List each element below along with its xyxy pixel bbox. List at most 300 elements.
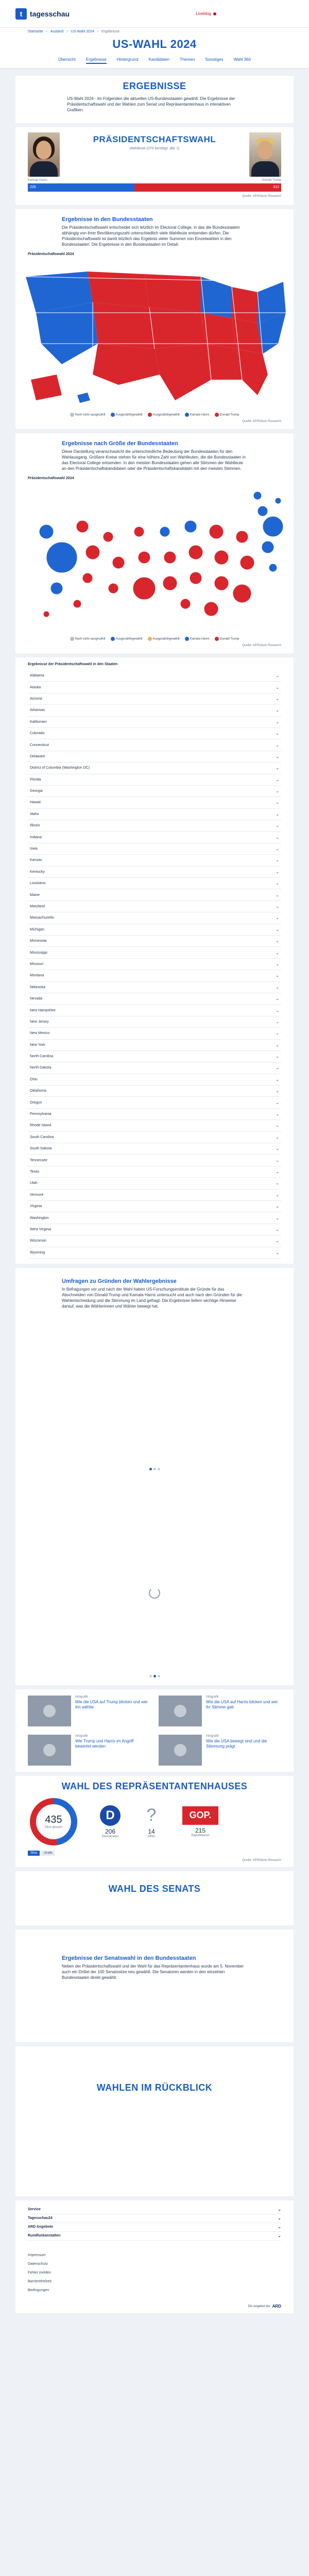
state-row[interactable] bbox=[28, 924, 281, 936]
state-name: Maryland bbox=[30, 905, 45, 908]
state-bubble[interactable] bbox=[262, 541, 274, 553]
page-title: US-WAHL 2024 bbox=[112, 38, 197, 50]
footer-link-label: ARD Angebote bbox=[28, 2225, 54, 2229]
open-label: Offen bbox=[147, 1835, 156, 1838]
state-row[interactable] bbox=[28, 820, 281, 832]
state-row[interactable] bbox=[28, 1062, 281, 1074]
map-states bbox=[26, 272, 286, 403]
chevron-down-icon: ⌄ bbox=[276, 1146, 279, 1151]
dem-seats: 206 bbox=[105, 1827, 116, 1835]
chevron-down-icon: ⌄ bbox=[276, 904, 279, 909]
state-row[interactable] bbox=[28, 751, 281, 762]
state-bubble[interactable] bbox=[163, 576, 177, 590]
state-bubble[interactable] bbox=[82, 573, 93, 583]
state-row[interactable] bbox=[28, 1120, 281, 1131]
legend-label: Ausgezählt/gewählt bbox=[152, 637, 180, 641]
chevron-down-icon: ⌄ bbox=[276, 858, 279, 863]
trump-portrait bbox=[249, 132, 281, 177]
state-name: New Mexico bbox=[30, 1031, 50, 1036]
state-name: New Hampshire bbox=[30, 1008, 56, 1012]
state-name: Arkansas bbox=[30, 708, 45, 713]
chevron-down-icon: ⌄ bbox=[276, 1123, 279, 1128]
state-bubble[interactable] bbox=[184, 520, 197, 533]
president-title: PRÄSIDENTSCHAFTSWAHL bbox=[93, 134, 216, 144]
survey-carousel bbox=[15, 1268, 294, 1510]
state-bubble[interactable] bbox=[190, 572, 202, 584]
state-row[interactable] bbox=[28, 1224, 281, 1235]
house-section bbox=[15, 1776, 294, 1867]
chevron-down-icon: ⌄ bbox=[276, 1204, 279, 1209]
state-row[interactable] bbox=[28, 1074, 281, 1086]
teaser-kicker: Infografik bbox=[206, 1695, 219, 1699]
teaser-title: Wie die USA auf Harris blicken und wer ihr Stimme gab bbox=[206, 1699, 278, 1709]
teaser-kicker: Infografik bbox=[75, 1734, 88, 1738]
state-name: Texas bbox=[30, 1170, 40, 1174]
breadcrumb-item[interactable]: Ausland bbox=[50, 30, 64, 33]
tab-0[interactable]: Übersicht bbox=[58, 57, 76, 62]
legend-label: Ausgezählt/gewählt bbox=[115, 637, 143, 641]
house-tab-chart[interactable]: Grafik bbox=[41, 1851, 55, 1856]
state-results-list bbox=[15, 657, 294, 1264]
state-bubble[interactable] bbox=[76, 520, 89, 533]
state-bubble[interactable] bbox=[73, 600, 81, 608]
carousel-dots[interactable] bbox=[62, 1468, 247, 1470]
state-name: Alabama bbox=[30, 674, 44, 678]
state-row[interactable] bbox=[28, 1166, 281, 1178]
state-row[interactable] bbox=[28, 843, 281, 855]
state-row[interactable] bbox=[28, 797, 281, 808]
map-source: Quelle: AP/Edison Research bbox=[242, 420, 281, 423]
legend-label: Ausgezählt/gewählt bbox=[115, 413, 143, 417]
state-bubble[interactable] bbox=[112, 556, 125, 569]
teaser-image bbox=[28, 1735, 71, 1766]
legend-label: Donald Trump bbox=[219, 637, 239, 641]
state-row[interactable] bbox=[28, 993, 281, 1005]
legend-item bbox=[148, 637, 180, 641]
us-bubble-map[interactable] bbox=[15, 480, 294, 635]
map-state-plains bbox=[149, 308, 206, 349]
state-row[interactable] bbox=[28, 1212, 281, 1224]
chevron-down-icon: ⌄ bbox=[276, 1239, 279, 1244]
state-name: Wisconsin bbox=[30, 1239, 46, 1243]
state-name: Illinois bbox=[30, 824, 40, 828]
president-source: Quelle: AP/Edison Research bbox=[242, 195, 281, 198]
bubble-legend bbox=[15, 637, 294, 641]
tab-4[interactable]: Themen bbox=[180, 57, 195, 62]
copyright-text: Ein Angebot der bbox=[248, 2304, 270, 2308]
state-row[interactable] bbox=[28, 809, 281, 820]
trump-electoral-bar bbox=[134, 183, 281, 192]
chevron-down-icon: ⌄ bbox=[276, 1065, 279, 1071]
dem-label: Demokraten bbox=[101, 1835, 119, 1838]
trump-name: Donald Trump bbox=[262, 179, 281, 182]
teaser-title: Wie die USA bewegt sind und die Stimmung prägt bbox=[206, 1738, 267, 1749]
state-row[interactable] bbox=[28, 1016, 281, 1028]
state-bubble[interactable] bbox=[253, 492, 262, 500]
chevron-down-icon: ⌄ bbox=[276, 719, 279, 724]
president-subtitle: Wahlleute (270 benötigt: alle 1) bbox=[129, 147, 180, 150]
legend-swatch bbox=[148, 413, 152, 417]
map-section-text: Die Präsidentschaftswahl entscheidet sich letztlich im Electoral College, in das die Bundesstaaten abhängig von ihrer Bevölkerungszahl unterschiedlich viele Wahlleute entsenden dürfen. Die Präsidentschaftswahl ist damit letztlich das Ergebnis vieler Summen von Einzelwahlen in den Bundesstaaten. Die Ergebnisse in den Bundesstaaten im Detail: bbox=[62, 225, 240, 247]
review-title: WAHLEN IM RÜCKBLICK bbox=[96, 2082, 213, 2093]
chevron-down-icon: ⌄ bbox=[276, 1031, 279, 1036]
state-bubble[interactable] bbox=[50, 582, 63, 595]
state-bubble[interactable] bbox=[214, 550, 229, 565]
chevron-down-icon: ⌄ bbox=[276, 1227, 279, 1232]
chevron-down-icon: ⌄ bbox=[276, 1100, 279, 1105]
teaser-card[interactable] bbox=[28, 1696, 150, 1726]
state-row[interactable] bbox=[28, 878, 281, 889]
tab-6[interactable]: Wahl 360 bbox=[233, 57, 251, 62]
map-state-california bbox=[36, 302, 98, 364]
state-row[interactable] bbox=[28, 1247, 281, 1259]
democrats-logo-icon: D bbox=[100, 1805, 121, 1826]
chevron-down-icon: ⌄ bbox=[276, 1192, 279, 1197]
state-bubble[interactable] bbox=[43, 611, 49, 617]
state-row[interactable] bbox=[28, 855, 281, 866]
state-name: Michigan bbox=[30, 927, 45, 931]
chevron-down-icon: ⌄ bbox=[276, 811, 279, 817]
map-section bbox=[15, 209, 294, 429]
legend-swatch bbox=[111, 413, 115, 417]
tab-3[interactable]: Kandidaten bbox=[148, 57, 170, 62]
legend-label: Noch nicht ausgezählt bbox=[75, 413, 106, 417]
rep-label: Republikaner bbox=[191, 1834, 210, 1837]
state-name: Alaska bbox=[30, 685, 41, 689]
state-name: Indiana bbox=[30, 835, 42, 839]
teaser-image bbox=[159, 1696, 202, 1726]
chevron-down-icon: ⌄ bbox=[276, 1169, 279, 1174]
liveblog-label: Liveblog bbox=[196, 11, 211, 16]
state-row[interactable] bbox=[28, 1051, 281, 1062]
state-name: Massachusetts bbox=[30, 916, 54, 920]
state-name: New Jersey bbox=[30, 1020, 49, 1024]
chevron-down-icon: ⌄ bbox=[276, 996, 279, 1002]
state-row[interactable] bbox=[28, 670, 281, 682]
open-count: 14 bbox=[148, 1827, 155, 1835]
state-bubble[interactable] bbox=[269, 564, 277, 572]
state-row[interactable] bbox=[28, 832, 281, 843]
state-row[interactable] bbox=[28, 901, 281, 912]
bubble-section bbox=[15, 433, 294, 653]
state-bubble[interactable] bbox=[108, 583, 118, 594]
breadcrumb-item[interactable]: Startseite bbox=[28, 30, 43, 33]
results-text: US-Wahl 2024 - Im Folgenden die aktuellen US-Bundesstaaten gewählt. Die Ergebnisse der Präsidentschaftswahl und der Wahlen zum Senat und Repräsentantenhaus in interaktiven Grafiken. bbox=[67, 96, 235, 112]
state-name: Kentucky bbox=[30, 870, 45, 874]
state-row[interactable] bbox=[28, 912, 281, 924]
state-name: South Carolina bbox=[30, 1135, 54, 1139]
electoral-vote-bar bbox=[28, 183, 281, 192]
house-total-label: Sitze gesamt bbox=[44, 1826, 63, 1829]
legend-swatch bbox=[185, 637, 189, 641]
state-bubble[interactable] bbox=[236, 531, 248, 543]
state-row[interactable] bbox=[28, 1235, 281, 1247]
senate-text: Neben der Präsidentschaftswahl und der Wahl für das Repräsentantenhaus wurde am 5. November auch ein Drittel der 100 Senatssitze neu gewählt. Die Senatoren werden in den einzelnen Bundesstaaten direkt gewählt. bbox=[62, 1963, 244, 1980]
state-row[interactable] bbox=[28, 1097, 281, 1108]
chevron-down-icon: ⌄ bbox=[278, 2233, 281, 2239]
legend-label: Ausgezählt/gewählt bbox=[152, 413, 180, 417]
breadcrumb: Startseite › Ausland › US-Wahl 2024 › Ergebnisse bbox=[0, 28, 309, 33]
chevron-down-icon: ⌄ bbox=[276, 835, 279, 840]
footer-link-label: Rundfunkanstalten bbox=[28, 2234, 61, 2238]
footer-links bbox=[15, 2200, 294, 2300]
state-row[interactable] bbox=[28, 717, 281, 728]
title-area bbox=[0, 33, 309, 54]
state-row[interactable] bbox=[28, 947, 281, 958]
tab-5[interactable]: Sonstiges bbox=[205, 57, 224, 62]
state-row[interactable] bbox=[28, 1178, 281, 1189]
footer-plain-link[interactable]: Bedingungen bbox=[28, 2288, 49, 2292]
carousel-title: Umfragen zu Gründen der Wahlergebnisse bbox=[62, 1278, 177, 1284]
state-name: District of Columbia (Washington DC) bbox=[30, 766, 90, 770]
state-name: New York bbox=[30, 1043, 45, 1047]
state-bubble[interactable] bbox=[103, 532, 113, 542]
state-row[interactable] bbox=[28, 1005, 281, 1016]
chevron-down-icon: ⌄ bbox=[276, 927, 279, 932]
state-bubble[interactable] bbox=[233, 584, 251, 603]
house-view-tabs bbox=[28, 1851, 281, 1856]
tab-2[interactable]: Hintergrund bbox=[116, 57, 139, 62]
tab-1[interactable]: Ergebnisse bbox=[86, 57, 107, 64]
teaser-kicker: Infografik bbox=[75, 1695, 88, 1699]
state-bubble[interactable] bbox=[258, 506, 268, 516]
footer-plain-link[interactable]: Datenschutz bbox=[28, 2262, 48, 2266]
legend-item bbox=[111, 637, 143, 641]
state-row[interactable] bbox=[28, 1040, 281, 1051]
question-icon: ? bbox=[146, 1805, 157, 1825]
chevron-down-icon: ⌄ bbox=[276, 985, 279, 990]
state-row[interactable] bbox=[28, 693, 281, 705]
carousel-dots-2[interactable] bbox=[62, 1675, 247, 1677]
house-total: 435 bbox=[45, 1814, 62, 1826]
us-results-map[interactable] bbox=[15, 256, 294, 411]
legend-swatch bbox=[215, 413, 219, 417]
chevron-down-icon: ⌄ bbox=[276, 1181, 279, 1186]
state-bubble[interactable] bbox=[180, 599, 191, 609]
teaser-kicker: Infografik bbox=[206, 1734, 219, 1738]
bubble-map-label: Präsidentschaftswahl 2024 bbox=[28, 477, 74, 480]
map-state-great-lakes bbox=[232, 287, 258, 323]
chevron-down-icon: ⌄ bbox=[276, 1008, 279, 1013]
rep-party bbox=[182, 1806, 218, 1837]
chevron-down-icon: ⌄ bbox=[276, 881, 279, 886]
state-bubble[interactable] bbox=[263, 516, 283, 537]
footer-link-row[interactable] bbox=[28, 2206, 281, 2214]
state-name: Louisiana bbox=[30, 882, 45, 886]
state-row[interactable] bbox=[28, 728, 281, 739]
chevron-down-icon: ⌄ bbox=[276, 1054, 279, 1059]
map-section-title: Ergebnisse in den Bundesstaaten bbox=[62, 216, 153, 223]
state-row[interactable] bbox=[28, 1028, 281, 1039]
state-name: Montana bbox=[30, 974, 44, 978]
state-row[interactable] bbox=[28, 774, 281, 786]
state-row[interactable] bbox=[28, 739, 281, 751]
senate-section bbox=[15, 1929, 294, 2042]
chevron-down-icon: ⌄ bbox=[276, 766, 279, 771]
state-bubble[interactable] bbox=[39, 524, 54, 539]
open-seats bbox=[141, 1805, 162, 1838]
state-bubble[interactable] bbox=[134, 527, 144, 537]
state-bubble[interactable] bbox=[240, 555, 254, 570]
chevron-down-icon: ⌄ bbox=[276, 973, 279, 978]
teaser-grid bbox=[15, 1689, 294, 1772]
state-row[interactable] bbox=[28, 762, 281, 774]
state-name: Kansas bbox=[30, 858, 42, 862]
state-bubble[interactable] bbox=[160, 527, 170, 537]
state-name: Oklahoma bbox=[30, 1089, 46, 1093]
state-row[interactable] bbox=[28, 1109, 281, 1120]
state-bubble[interactable] bbox=[275, 498, 281, 504]
footer-bottom bbox=[15, 2300, 294, 2313]
state-name: Florida bbox=[30, 777, 41, 782]
map-state-southwest bbox=[93, 344, 160, 385]
state-row[interactable] bbox=[28, 982, 281, 993]
rep-seats: 215 bbox=[195, 1826, 206, 1834]
review-section bbox=[15, 2046, 294, 2196]
house-tab-seats[interactable]: Sitze bbox=[28, 1851, 40, 1856]
legend-item bbox=[215, 413, 239, 417]
state-name: Georgia bbox=[30, 789, 43, 793]
footer-link-label: Service bbox=[28, 2208, 41, 2212]
loading-spinner-icon bbox=[149, 1587, 160, 1599]
chevron-down-icon: ⌄ bbox=[276, 916, 279, 921]
state-name: Idaho bbox=[30, 812, 39, 816]
chevron-down-icon: ⌄ bbox=[276, 673, 279, 679]
teaser-image bbox=[28, 1696, 71, 1726]
state-name: Iowa bbox=[30, 847, 38, 851]
legend-swatch bbox=[148, 637, 152, 641]
tagesschau-logo[interactable] bbox=[15, 8, 70, 20]
survey-loading bbox=[15, 1510, 294, 1685]
state-name: Oregon bbox=[30, 1100, 42, 1105]
state-name: Virginia bbox=[30, 1205, 42, 1209]
state-bubble[interactable] bbox=[138, 551, 150, 564]
teaser-card[interactable] bbox=[159, 1696, 281, 1726]
state-name: Arizona bbox=[30, 697, 42, 701]
ard-logo[interactable]: ARD bbox=[272, 2304, 281, 2309]
state-name: Hawaii bbox=[30, 801, 41, 805]
state-row[interactable] bbox=[28, 970, 281, 981]
results-title: ERGEBNISSE bbox=[123, 81, 186, 91]
harris-electoral-bar bbox=[28, 183, 134, 192]
map-state-alaska bbox=[31, 375, 62, 400]
legend-item bbox=[111, 413, 143, 417]
state-row[interactable] bbox=[28, 867, 281, 878]
state-name: Washington bbox=[30, 1216, 49, 1220]
legend-swatch bbox=[111, 637, 115, 641]
state-row[interactable] bbox=[28, 705, 281, 716]
footer-plain-link[interactable]: Barrierefreiheit bbox=[28, 2279, 52, 2283]
liveblog-link[interactable] bbox=[196, 11, 216, 16]
teaser-card[interactable] bbox=[159, 1735, 281, 1766]
map-state-south bbox=[206, 344, 242, 380]
legend-item bbox=[215, 637, 239, 641]
chevron-down-icon: ⌄ bbox=[278, 2207, 281, 2212]
state-name: Missouri bbox=[30, 962, 44, 966]
chevron-down-icon: ⌄ bbox=[276, 1077, 279, 1082]
state-row[interactable] bbox=[28, 959, 281, 970]
footer-link-row[interactable] bbox=[28, 2214, 281, 2223]
harris-portrait bbox=[28, 132, 60, 177]
state-row[interactable] bbox=[28, 786, 281, 797]
chevron-down-icon: ⌄ bbox=[276, 869, 279, 874]
state-row[interactable] bbox=[28, 1132, 281, 1143]
state-row[interactable] bbox=[28, 889, 281, 901]
legend-swatch bbox=[70, 413, 74, 417]
state-row[interactable] bbox=[28, 1201, 281, 1212]
house-title: WAHL DES REPRÄSENTANTENHAUSES bbox=[61, 1781, 248, 1791]
bubble-section-text: Diese Darstellung veranschaulicht die unterschiedliche Bedeutung der Bundesstaaten für den Wahlausgang. Größere Kreise stehen für eine höhere Zahl von Wahlleuten, die die Bundesstaaten in das Electoral College entsenden. In den meisten Bundesstaaten gehen alle Stimmen der Wahlleute an den Präsidentschaftskandidaten oder die Präsidentschaftskandidatin mit den meisten Stimmen. bbox=[62, 449, 246, 471]
state-row[interactable] bbox=[28, 936, 281, 947]
chevron-down-icon: ⌄ bbox=[276, 731, 279, 736]
state-list-title: Ergebnisse der Präsidentschaftswahl in den Staaten bbox=[28, 663, 118, 666]
state-name: Colorado bbox=[30, 732, 45, 736]
state-row[interactable] bbox=[28, 1155, 281, 1166]
chevron-down-icon: ⌄ bbox=[276, 846, 279, 852]
state-bubble[interactable] bbox=[46, 542, 77, 573]
state-bubble[interactable] bbox=[204, 602, 218, 616]
state-name: Connecticut bbox=[30, 743, 49, 747]
map-state-mountain-north bbox=[88, 272, 149, 308]
teaser-title: Wie Trump und Harris im Angriff bewertet werden bbox=[75, 1738, 134, 1749]
state-name: Delaware bbox=[30, 754, 45, 758]
president-section bbox=[15, 127, 294, 205]
logo-icon: t bbox=[15, 8, 27, 20]
chevron-down-icon: ⌄ bbox=[276, 1042, 279, 1047]
legend-swatch bbox=[215, 637, 219, 641]
section-tabs bbox=[0, 54, 309, 69]
state-bubble[interactable] bbox=[85, 545, 100, 560]
footer-link-row[interactable] bbox=[28, 2223, 281, 2232]
state-bubble[interactable] bbox=[209, 524, 224, 539]
map-state-mountain bbox=[93, 302, 154, 349]
harris-electoral-votes: 226 bbox=[30, 185, 36, 189]
breadcrumb-item[interactable]: US-Wahl 2024 bbox=[71, 30, 94, 33]
state-bubble[interactable] bbox=[214, 576, 229, 590]
chevron-down-icon: ⌄ bbox=[276, 696, 279, 701]
map-label: Präsidentschaftswahl 2024 bbox=[28, 252, 74, 256]
state-row[interactable] bbox=[28, 1086, 281, 1097]
state-name: North Dakota bbox=[30, 1066, 52, 1070]
senate-title: WAHL DES SENATS bbox=[108, 1883, 201, 1894]
chevron-down-icon: ⌄ bbox=[276, 939, 279, 944]
footer-link-row[interactable] bbox=[28, 2232, 281, 2241]
chevron-down-icon: ⌄ bbox=[276, 1019, 279, 1024]
legend-item bbox=[185, 413, 210, 417]
state-name: Vermont bbox=[30, 1193, 44, 1197]
trump-electoral-votes: 312 bbox=[273, 185, 279, 189]
legend-swatch bbox=[70, 637, 74, 641]
legend-label: Kamala Harris bbox=[190, 413, 210, 417]
state-bubble[interactable] bbox=[188, 545, 203, 560]
map-state-southeast bbox=[237, 349, 268, 395]
live-indicator-icon bbox=[213, 12, 216, 15]
chevron-down-icon: ⌄ bbox=[276, 1134, 279, 1140]
footer-plain-link[interactable]: Fehler melden bbox=[28, 2270, 51, 2275]
footer-plain-link[interactable]: Impressum bbox=[28, 2253, 46, 2257]
state-row[interactable] bbox=[28, 682, 281, 693]
state-bubble[interactable] bbox=[164, 551, 176, 564]
top-bar bbox=[0, 0, 309, 28]
state-bubble[interactable] bbox=[133, 577, 156, 600]
logo-text: tagesschau bbox=[30, 9, 70, 18]
map-legend bbox=[15, 413, 294, 417]
map-state-texas bbox=[154, 344, 211, 400]
state-row[interactable] bbox=[28, 1143, 281, 1155]
teaser-card[interactable] bbox=[28, 1735, 150, 1766]
legend-label: Kamala Harris bbox=[190, 637, 210, 641]
state-row[interactable] bbox=[28, 1190, 281, 1201]
